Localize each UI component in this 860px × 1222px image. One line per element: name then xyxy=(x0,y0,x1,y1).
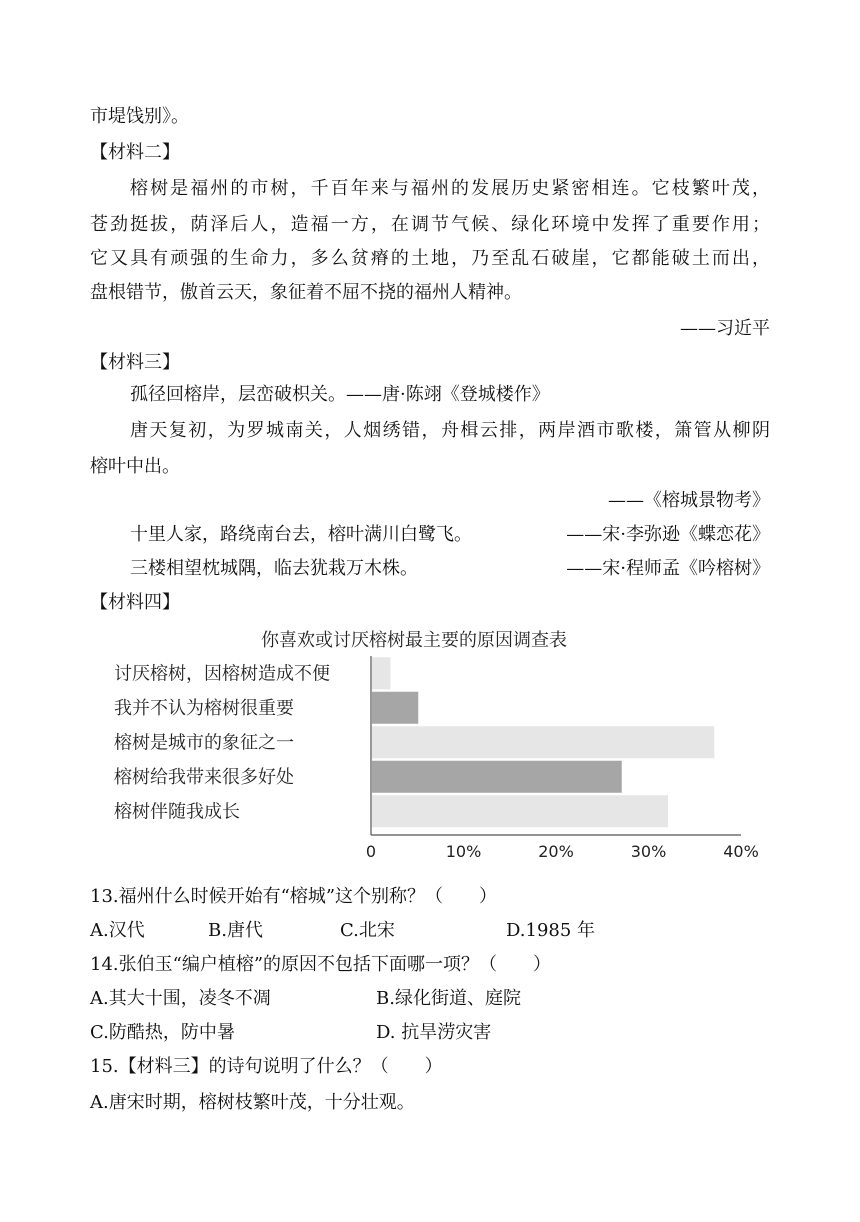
category-label: 我并不认为榕树很重要 xyxy=(114,697,294,719)
paragraph-line: 榕叶中出。 xyxy=(90,456,180,477)
poem-line: 孤径回榕岸，层峦破枳关。——唐·陈翊《登城楼作》 xyxy=(130,384,550,405)
category-label: 讨厌榕树，因榕树造成不便 xyxy=(114,663,330,685)
option-a: A.唐宋时期，榕树枝繁叶茂，十分壮观。 xyxy=(90,1092,415,1113)
x-tick-label: 30% xyxy=(630,842,667,861)
section-header: 【材料三】 xyxy=(90,352,180,373)
chart-bar xyxy=(372,726,714,758)
paragraph-line: 苍劲挺拔，荫泽后人，造福一方，在调节气候、绿化环境中发挥了重要作用； xyxy=(90,214,770,235)
option-a: A.其大十围，凌冬不凋 xyxy=(90,988,271,1009)
paragraph-line: 榕树是福州的市树，千百年来与福州的发展历史紧密相连。它枝繁叶茂， xyxy=(130,178,770,199)
x-tick-label: 0 xyxy=(365,842,377,861)
option-a: A.汉代 xyxy=(90,920,145,941)
paragraph-line: 它又具有顽强的生命力，多么贫瘠的土地，乃至乱石破崖，它都能破土而出， xyxy=(90,248,770,269)
paragraph-line: 唐天复初，为罗城南关，人烟绣错，舟楫云排，两岸酒市歌楼，箫管从柳阴 xyxy=(130,420,770,441)
section-header: 【材料二】 xyxy=(90,142,180,163)
option-c: C.北宋 xyxy=(340,920,395,941)
survey-bar-chart xyxy=(90,622,770,862)
poem-line: 十里人家，路绕南台去，榕叶满川白鹭飞。 xyxy=(130,524,472,545)
question-15: 15.【材料三】的诗句说明了什么？（ ） xyxy=(90,1056,443,1077)
chart-bar xyxy=(372,692,418,724)
option-d: D.1985 年 xyxy=(506,920,596,941)
category-label: 榕树伴随我成长 xyxy=(114,801,240,823)
chart-bar xyxy=(372,657,391,689)
x-tick-label: 20% xyxy=(538,842,574,861)
chart-title: 你喜欢或讨厌榕树最主要的原因调查表 xyxy=(261,630,567,651)
option-c: C.防酷热，防中暑 xyxy=(90,1022,235,1043)
quote-source: ——宋·程师孟《吟榕树》 xyxy=(566,558,770,579)
section-header: 【材料四】 xyxy=(90,592,180,613)
x-tick-label: 10% xyxy=(445,842,482,861)
category-label: 榕树给我带来很多好处 xyxy=(114,766,294,788)
paragraph-line: 盘根错节，傲首云天，象征着不屈不挠的福州人精神。 xyxy=(90,282,522,303)
chart-bar xyxy=(372,795,668,827)
option-d: D. 抗旱涝灾害 xyxy=(376,1022,492,1043)
option-b: B.绿化街道、庭院 xyxy=(376,988,521,1009)
x-tick-label: 40% xyxy=(723,842,759,861)
quote-source: ——习近平 xyxy=(680,318,770,339)
quote-source: ——《榕城景物考》 xyxy=(608,490,770,511)
option-b: B.唐代 xyxy=(208,920,263,941)
text-line: 市堤饯别》。 xyxy=(90,106,189,127)
question-14: 14.张伯玉“编户植榕”的原因不包括下面哪一项？（ ） xyxy=(90,954,552,975)
chart-svg xyxy=(90,622,770,862)
poem-line: 三楼相望枕城隅，临去犹栽万木株。 xyxy=(130,558,418,579)
chart-bar xyxy=(372,761,622,793)
quote-source: ——宋·李弥逊《蝶恋花》 xyxy=(566,524,770,545)
question-13: 13.福州什么时候开始有“榕城”这个别称？（ ） xyxy=(90,886,498,907)
category-label: 榕树是城市的象征之一 xyxy=(114,732,294,754)
